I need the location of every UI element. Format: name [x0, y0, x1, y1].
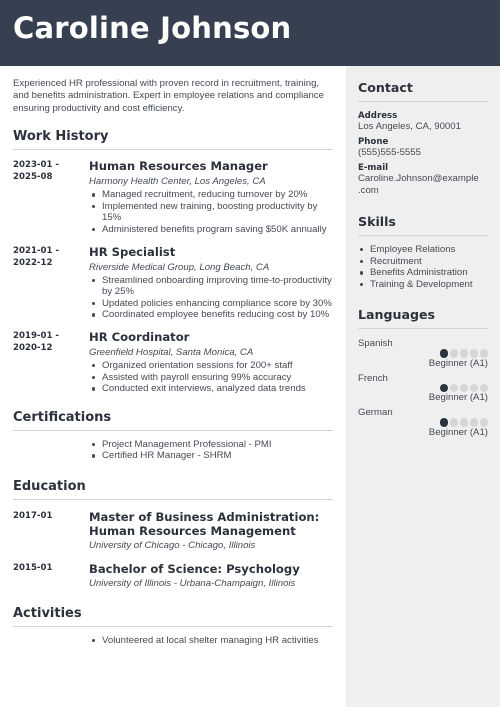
- job-bullets: [89, 189, 333, 235]
- date-end: 2020-12: [13, 342, 53, 353]
- languages-list: [358, 338, 488, 437]
- entry-date: 2017-01: [13, 510, 53, 521]
- list-item: Project Management Professional - PMI: [102, 439, 333, 451]
- summary: Experienced HR professional with proven record in recruitment, training, and benefits administration. Expert in employee relations and compliance ensuring productivity and cost efficiency.: [13, 78, 324, 114]
- date-start: 2019-01 -: [13, 330, 60, 341]
- rating-dot-empty: [450, 384, 458, 392]
- entry-date: 2015-01: [13, 562, 53, 573]
- list-item: Updated policies enhancing compliance score by 30%: [102, 297, 332, 309]
- list-item: Employee Relations: [370, 244, 488, 256]
- rating-dots: [358, 349, 488, 357]
- language-level: Beginner (A1): [428, 357, 488, 369]
- date-end: 2025-08: [13, 172, 53, 183]
- address-label: Address: [358, 111, 398, 121]
- rating-dot-empty: [460, 384, 468, 392]
- list-item: Benefits Administration: [370, 267, 488, 279]
- list-item: Conducted exit interviews, analyzed data trends: [102, 383, 333, 395]
- rating-dot-empty: [470, 349, 478, 357]
- activities-heading: Activities: [13, 606, 333, 627]
- skills-heading: Skills: [358, 214, 488, 236]
- language-item: [358, 373, 488, 403]
- work-entry: [13, 330, 333, 395]
- candidate-name: Caroline Johnson: [13, 11, 292, 45]
- rating-dots: [358, 384, 488, 392]
- contact-email: [358, 163, 488, 197]
- activities-list: [89, 635, 332, 647]
- rating-dot-empty: [450, 349, 458, 357]
- rating-dot-empty: [480, 349, 488, 357]
- entry-date: [13, 245, 83, 269]
- school: University of Illinois - Urbana-Champaign, Illinois: [89, 577, 296, 589]
- rating-dot-empty: [460, 418, 468, 426]
- email-line: .com: [358, 185, 379, 196]
- list-item: Coordinated employee benefits reducing cost by 10%: [102, 309, 333, 321]
- language-item: [358, 407, 488, 437]
- degree: Bachelor of Science: Psychology: [89, 561, 300, 576]
- list-item: Recruitment: [370, 256, 488, 268]
- employer: Harmony Health Center, Los Angeles, CA: [89, 176, 266, 188]
- rating-dot-empty: [450, 418, 458, 426]
- phone-value: (555)555-5555: [358, 147, 421, 158]
- job-title: Human Resources Manager: [89, 159, 268, 174]
- rating-dot-filled: [440, 384, 448, 392]
- list-item: Certified HR Manager - SHRM: [102, 450, 333, 462]
- job-bullets: [89, 360, 333, 395]
- entry-date: [13, 330, 83, 354]
- work-entry: [13, 245, 333, 321]
- list-item: Implemented new training, boosting productivity by 15%: [102, 201, 333, 224]
- list-item: Managed recruitment, reducing turnover by 20%: [102, 189, 333, 201]
- date-start: 2023-01 -: [13, 160, 60, 171]
- certifications-heading: Certifications: [13, 410, 333, 431]
- work-history-heading: Work History: [13, 129, 333, 150]
- list-item: Volunteered at local shelter managing HR activities: [102, 635, 332, 647]
- school: University of Chicago - Chicago, Illinois: [89, 539, 256, 551]
- rating-dot-filled: [440, 349, 448, 357]
- email-line: Caroline.Johnson@example: [358, 173, 479, 184]
- date-end: 2022-12: [13, 257, 53, 268]
- job-title: HR Specialist: [89, 244, 176, 259]
- list-item: Assisted with payroll ensuring 99% accuracy: [102, 372, 333, 384]
- language-level: Beginner (A1): [428, 426, 488, 438]
- education-heading: Education: [13, 479, 333, 500]
- language-item: [358, 338, 488, 368]
- list-item: Streamlined onboarding improving time-to-productivity by 25%: [102, 274, 332, 298]
- contact-address: [358, 111, 488, 133]
- email-label: E-mail: [358, 163, 389, 173]
- phone-label: Phone: [358, 137, 389, 147]
- list-item: Training & Development: [370, 279, 488, 291]
- language-name: Spanish: [358, 338, 393, 350]
- rating-dots: [358, 418, 488, 426]
- entry-date: [13, 159, 83, 183]
- employer: Riverside Medical Group, Long Beach, CA: [89, 261, 270, 273]
- languages-heading: Languages: [358, 307, 488, 329]
- work-entry: [13, 159, 333, 235]
- address-value: Los Angeles, CA, 90001: [358, 121, 461, 132]
- employer: Greenfield Hospital, Santa Monica, CA: [89, 346, 254, 358]
- rating-dot-empty: [480, 418, 488, 426]
- rating-dot-empty: [470, 418, 478, 426]
- rating-dot-empty: [460, 349, 468, 357]
- language-name: French: [358, 372, 388, 384]
- contact-heading: Contact: [358, 80, 488, 102]
- list-item: Organized orientation sessions for 200+ staff: [102, 360, 333, 372]
- date-start: 2021-01 -: [13, 245, 60, 256]
- job-title: HR Coordinator: [89, 329, 190, 344]
- rating-dot-empty: [470, 384, 478, 392]
- language-level: Beginner (A1): [428, 392, 488, 404]
- language-name: German: [358, 407, 393, 419]
- education-entry: [13, 510, 333, 552]
- main-column: [13, 78, 333, 647]
- rating-dot-filled: [440, 418, 448, 426]
- email-value: [358, 173, 488, 197]
- job-bullets: [89, 275, 333, 321]
- sidebar-content: [358, 80, 488, 438]
- contact-phone: [358, 137, 488, 159]
- degree: Master of Business Administration: Human Resources Management: [89, 509, 320, 538]
- certifications-list: [89, 439, 333, 462]
- education-entry: [13, 562, 333, 590]
- list-item: Administered benefits program saving $50K annually: [102, 224, 333, 236]
- resume-header: [0, 0, 500, 66]
- rating-dot-empty: [480, 384, 488, 392]
- skills-list: [358, 244, 488, 290]
